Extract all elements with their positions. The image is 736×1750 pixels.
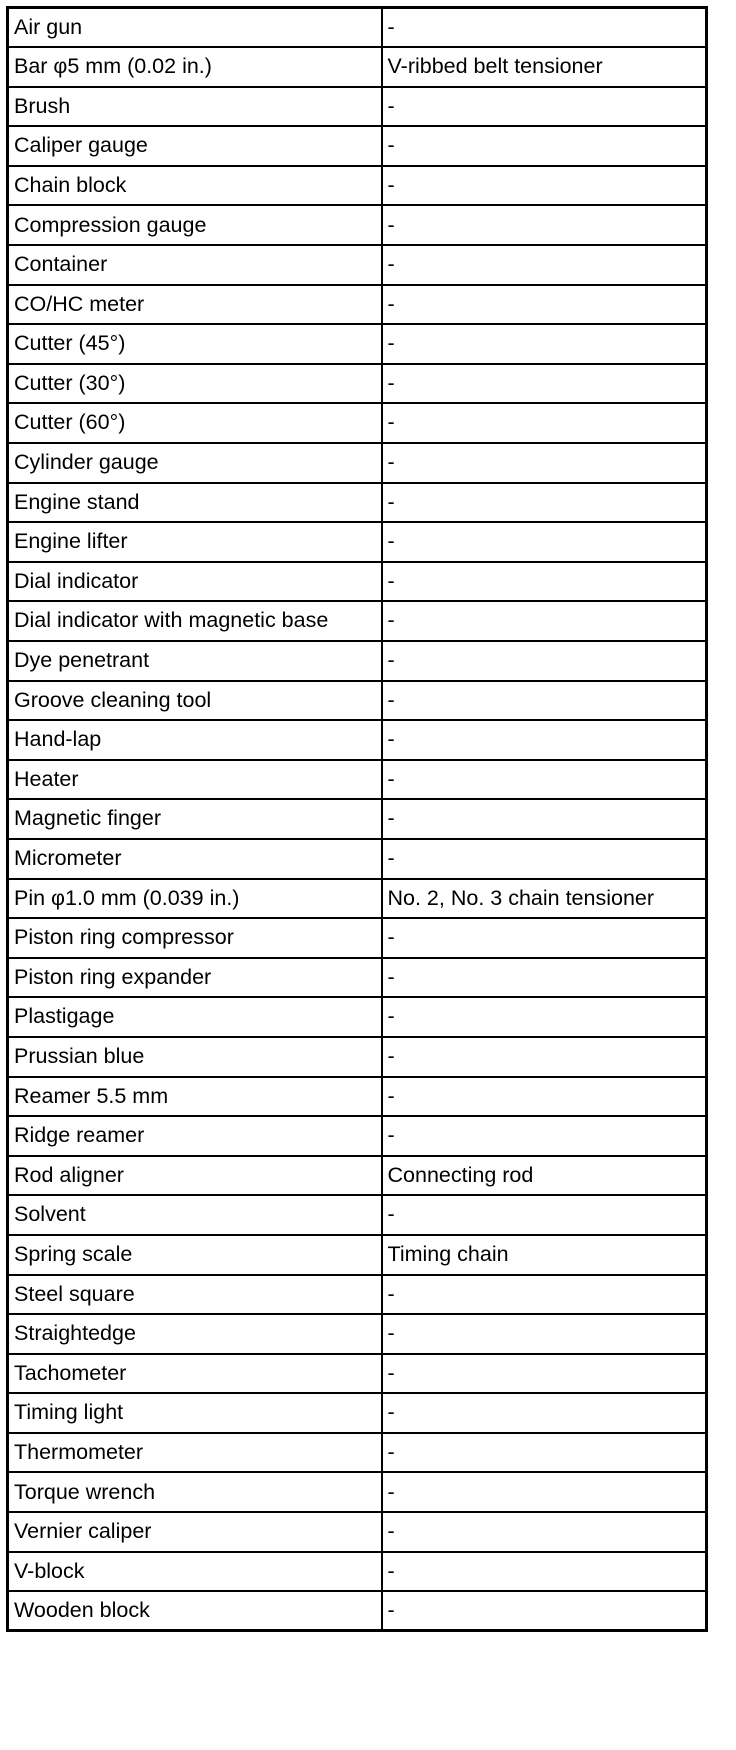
tool-usage-cell: - [382,1512,707,1552]
tool-usage-cell: - [382,1275,707,1315]
tool-name-cell: Caliper gauge [8,126,382,166]
tool-name-cell: Plastigage [8,997,382,1037]
table-row [8,641,707,681]
tool-name-cell: Straightedge [8,1314,382,1354]
table-row [8,1591,707,1631]
table-row [8,1472,707,1512]
tool-usage-cell: Timing chain [382,1235,707,1275]
tool-usage-cell: - [382,403,707,443]
table-row [8,403,707,443]
tool-name-cell: Micrometer [8,839,382,879]
tool-usage-cell: - [382,1354,707,1394]
tool-usage-cell: - [382,8,707,48]
table-row [8,1235,707,1275]
table-row [8,1552,707,1592]
table-row [8,760,707,800]
tool-name-cell: Cutter (45°) [8,324,382,364]
tool-name-cell: Steel square [8,1275,382,1315]
table-row [8,87,707,127]
table-row [8,245,707,285]
tool-name-cell: Piston ring compressor [8,918,382,958]
table-row [8,681,707,721]
tool-name-cell: V-block [8,1552,382,1592]
tool-usage-cell: - [382,166,707,206]
table-row [8,205,707,245]
tool-name-cell: Hand-lap [8,720,382,760]
tool-name-cell: Compression gauge [8,205,382,245]
tool-usage-cell: - [382,205,707,245]
tool-usage-cell: - [382,839,707,879]
tool-usage-cell: - [382,1433,707,1473]
tool-name-cell: Vernier caliper [8,1512,382,1552]
tool-name-cell: Solvent [8,1195,382,1235]
tools-table [6,6,708,1632]
tool-usage-cell: - [382,324,707,364]
tool-usage-cell: - [382,285,707,325]
tool-name-cell: Air gun [8,8,382,48]
tool-usage-cell: - [382,681,707,721]
tool-usage-cell: - [382,958,707,998]
table-row [8,1393,707,1433]
tool-usage-cell: - [382,760,707,800]
table-row [8,799,707,839]
tool-usage-cell: - [382,641,707,681]
tool-usage-cell: - [382,720,707,760]
tool-name-cell: Cylinder gauge [8,443,382,483]
tool-name-cell: Engine stand [8,483,382,523]
tool-usage-cell: - [382,1314,707,1354]
tool-name-cell: Spring scale [8,1235,382,1275]
table-row [8,1314,707,1354]
tool-name-cell: Timing light [8,1393,382,1433]
tool-usage-cell: - [382,1552,707,1592]
tool-usage-cell: - [382,245,707,285]
tool-name-cell: Dial indicator with magnetic base [8,601,382,641]
tools-table-body [8,8,707,1631]
tool-name-cell: Thermometer [8,1433,382,1473]
table-row [8,522,707,562]
tool-usage-cell: - [382,483,707,523]
tool-name-cell: Pin φ1.0 mm (0.039 in.) [8,879,382,919]
tool-name-cell: Dye penetrant [8,641,382,681]
table-row [8,1195,707,1235]
tool-name-cell: CO/HC meter [8,285,382,325]
tool-name-cell: Piston ring expander [8,958,382,998]
tool-name-cell: Wooden block [8,1591,382,1631]
tool-usage-cell: - [382,997,707,1037]
table-row [8,324,707,364]
table-row [8,364,707,404]
tool-usage-cell: No. 2, No. 3 chain tensioner [382,879,707,919]
tool-name-cell: Magnetic finger [8,799,382,839]
table-row [8,126,707,166]
table-row [8,1275,707,1315]
table-row [8,483,707,523]
table-row [8,166,707,206]
table-row [8,285,707,325]
table-row [8,1116,707,1156]
table-row [8,8,707,48]
table-row [8,1512,707,1552]
tool-name-cell: Torque wrench [8,1472,382,1512]
tool-name-cell: Engine lifter [8,522,382,562]
tool-usage-cell: - [382,1591,707,1631]
tool-usage-cell: - [382,601,707,641]
tool-usage-cell: - [382,443,707,483]
table-row [8,839,707,879]
tool-usage-cell: - [382,522,707,562]
tool-name-cell: Chain block [8,166,382,206]
table-row [8,1433,707,1473]
tool-name-cell: Groove cleaning tool [8,681,382,721]
table-row [8,1077,707,1117]
tool-usage-cell: - [382,1077,707,1117]
tool-name-cell: Cutter (30°) [8,364,382,404]
table-row [8,918,707,958]
table-row [8,997,707,1037]
tool-name-cell: Reamer 5.5 mm [8,1077,382,1117]
tool-usage-cell: - [382,1393,707,1433]
table-row [8,47,707,87]
table-row [8,601,707,641]
tool-usage-cell: - [382,1195,707,1235]
table-row [8,1354,707,1394]
tool-name-cell: Ridge reamer [8,1116,382,1156]
table-row [8,879,707,919]
tool-name-cell: Heater [8,760,382,800]
tool-usage-cell: - [382,1472,707,1512]
table-row [8,958,707,998]
tool-usage-cell: - [382,87,707,127]
tool-name-cell: Container [8,245,382,285]
tool-usage-cell: - [382,126,707,166]
tool-name-cell: Brush [8,87,382,127]
tool-name-cell: Rod aligner [8,1156,382,1196]
table-row [8,1037,707,1077]
table-row [8,1156,707,1196]
tool-name-cell: Prussian blue [8,1037,382,1077]
tool-usage-cell: - [382,1116,707,1156]
tool-usage-cell: V-ribbed belt tensioner [382,47,707,87]
table-row [8,562,707,602]
table-row [8,443,707,483]
tool-usage-cell: - [382,799,707,839]
tool-usage-cell: - [382,1037,707,1077]
tool-name-cell: Dial indicator [8,562,382,602]
tool-name-cell: Cutter (60°) [8,403,382,443]
tool-usage-cell: - [382,562,707,602]
table-row [8,720,707,760]
tool-usage-cell: - [382,918,707,958]
tool-usage-cell: Connecting rod [382,1156,707,1196]
tool-usage-cell: - [382,364,707,404]
tool-name-cell: Bar φ5 mm (0.02 in.) [8,47,382,87]
tool-name-cell: Tachometer [8,1354,382,1394]
